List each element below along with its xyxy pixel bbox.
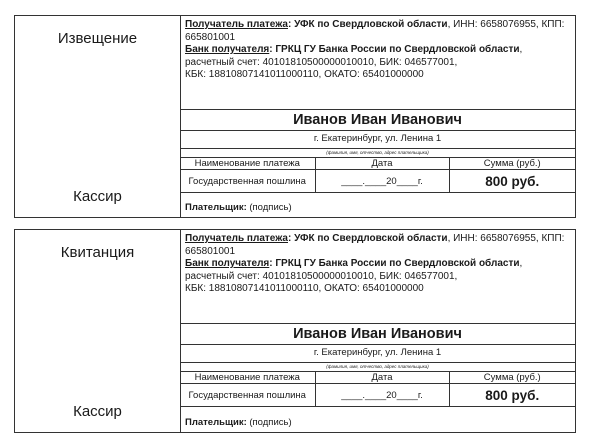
receipt-left-column — [15, 230, 181, 432]
col-date: Дата — [315, 158, 449, 170]
kbk-line: КБК: 18810807141011000110, ОКАТО: 65401000000 — [185, 283, 424, 294]
payer-label: Плательщик: — [185, 202, 247, 213]
payee-block — [185, 19, 571, 82]
receipt-form — [14, 229, 576, 433]
col-payment-name: Наименование платежа — [180, 372, 315, 384]
recipient-tail: , ИНН: 6658076955, КПП: 665801001 — [185, 19, 565, 43]
payer-address: г. Екатеринбург, ул. Ленина 1 — [180, 344, 575, 363]
bank-label: Банк получателя — [185, 258, 270, 269]
payer-signature-line — [185, 417, 292, 428]
address-hint: (фамилия, имя, отчество, адрес плательщика) — [326, 150, 429, 155]
recipient-value: : УФК по Свердловской области — [288, 19, 448, 30]
bank-tail: , — [519, 258, 523, 269]
payee-block — [185, 233, 571, 296]
payer-name: Иванов Иван Иванович — [180, 323, 575, 345]
payment-table-row — [180, 384, 575, 407]
signature-hint: (подпись) — [246, 202, 292, 213]
payment-name: Государственная пошлина — [180, 170, 315, 193]
payer-address: г. Екатеринбург, ул. Ленина 1 — [180, 130, 575, 149]
bank-tail: , — [519, 44, 523, 55]
bank-value: : ГРКЦ ГУ Банка России по Свердловской области — [269, 44, 520, 55]
col-sum: Сумма (руб.) — [449, 372, 575, 384]
payment-date: ____.____20____г. — [315, 384, 449, 407]
bank-value: : ГРКЦ ГУ Банка России по Свердловской области — [269, 258, 520, 269]
col-payment-name: Наименование платежа — [180, 158, 315, 170]
payer-name: Иванов Иван Иванович — [180, 109, 575, 131]
col-sum: Сумма (руб.) — [449, 158, 575, 170]
recipient-tail: , ИНН: 6658076955, КПП: 665801001 — [185, 233, 565, 257]
form-title: Извещение — [57, 30, 138, 47]
col-date: Дата — [315, 372, 449, 384]
notice-form — [14, 15, 576, 218]
payment-table-row — [180, 170, 575, 193]
cashier-label: Кассир — [73, 403, 122, 420]
recipient-label: Получатель платежа — [185, 19, 288, 30]
form-title: Квитанция — [60, 244, 135, 261]
payment-date: ____.____20____г. — [315, 170, 449, 193]
payer-signature-line — [185, 202, 292, 213]
payment-table — [180, 157, 575, 193]
account-line: расчетный счет: 40101810500000010010, БИК: 046577001, — [185, 56, 458, 68]
cashier-label: Кассир — [73, 188, 122, 205]
payment-amount: 800 руб. — [449, 384, 575, 407]
payer-label: Плательщик: — [185, 417, 247, 428]
notice-details — [180, 16, 575, 217]
kbk-line: КБК: 18810807141011000110, ОКАТО: 65401000000 — [185, 69, 424, 80]
payment-table-header — [180, 158, 575, 170]
recipient-label: Получатель платежа — [185, 233, 288, 244]
address-hint: (фамилия, имя, отчество, адрес плательщика) — [326, 364, 429, 369]
payment-table-header — [180, 372, 575, 384]
account-line: расчетный счет: 40101810500000010010, БИК: 046577001, — [185, 270, 458, 282]
receipt-details — [180, 230, 575, 432]
payment-amount: 800 руб. — [449, 170, 575, 193]
payment-name: Государственная пошлина — [180, 384, 315, 407]
signature-hint: (подпись) — [246, 417, 292, 428]
bank-label: Банк получателя — [185, 44, 270, 55]
payment-table — [180, 371, 575, 407]
notice-left-column — [15, 16, 181, 217]
recipient-value: : УФК по Свердловской области — [288, 233, 448, 244]
